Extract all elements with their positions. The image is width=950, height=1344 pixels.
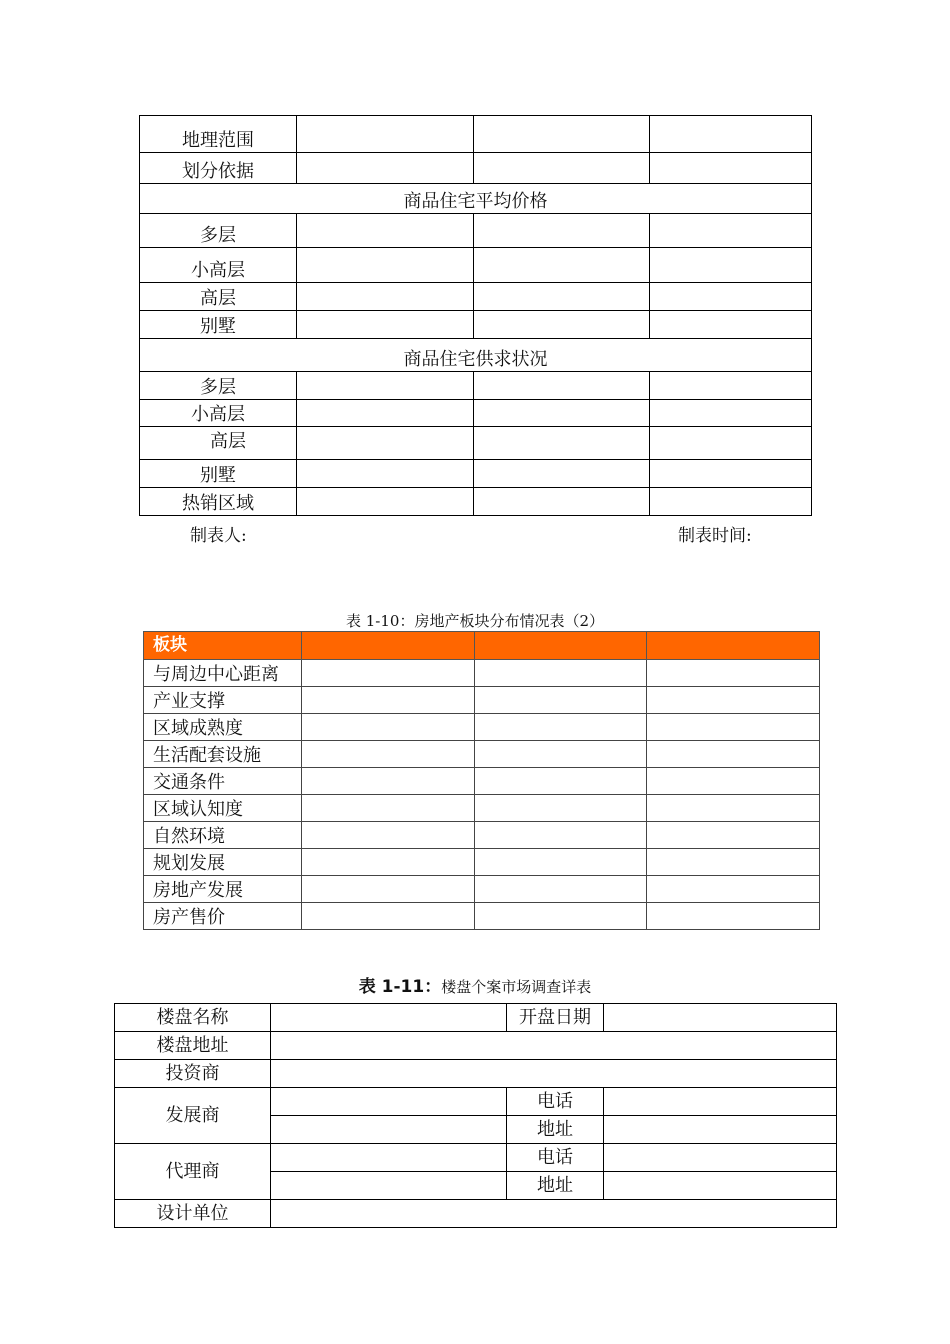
table-row — [140, 460, 812, 488]
developer-phone-cell[interactable] — [604, 1088, 837, 1116]
table-cell[interactable] — [297, 488, 474, 516]
header-cell[interactable] — [475, 632, 647, 660]
table-cell[interactable] — [475, 849, 647, 876]
row-label-avg-high: 高层 — [140, 283, 297, 311]
table-cell[interactable] — [647, 741, 820, 768]
table-cell[interactable] — [650, 400, 812, 427]
table-row — [115, 1060, 837, 1088]
table-cell[interactable] — [302, 687, 475, 714]
label-project-name: 楼盘名称 — [115, 1004, 271, 1032]
table-cell[interactable] — [474, 214, 650, 248]
table-row — [144, 876, 820, 903]
table-cell[interactable] — [647, 768, 820, 795]
table-cell[interactable] — [650, 311, 812, 339]
table-row — [144, 660, 820, 687]
project-survey-table — [114, 1003, 837, 1228]
table-row — [144, 822, 820, 849]
table-cell[interactable] — [474, 116, 650, 153]
table-cell[interactable] — [475, 714, 647, 741]
label-open-date: 开盘日期 — [507, 1004, 604, 1032]
agent-phone-cell[interactable] — [604, 1144, 837, 1172]
table-cell[interactable] — [475, 687, 647, 714]
table-cell[interactable] — [647, 660, 820, 687]
table-row — [115, 1144, 837, 1172]
table-cell[interactable] — [474, 460, 650, 488]
table-row — [144, 714, 820, 741]
table-cell[interactable] — [650, 214, 812, 248]
header-cell[interactable] — [302, 632, 475, 660]
table-cell[interactable] — [650, 153, 812, 184]
table-row — [144, 849, 820, 876]
table-row — [144, 768, 820, 795]
table-cell[interactable] — [647, 876, 820, 903]
row-label-avg-multi: 多层 — [140, 214, 297, 248]
table-row — [115, 1200, 837, 1228]
label-agent-phone: 电话 — [507, 1144, 604, 1172]
table-row — [140, 488, 812, 516]
developer-name-cell-2[interactable] — [271, 1116, 507, 1144]
table-cell[interactable] — [297, 283, 474, 311]
table-cell[interactable] — [297, 116, 474, 153]
table-cell[interactable] — [302, 822, 475, 849]
row-label-sup-high: 高层 — [140, 427, 297, 460]
table-cell[interactable] — [302, 876, 475, 903]
row-label: 房产售价 — [144, 903, 302, 930]
caption-text: 楼盘个案市场调查详表 — [441, 978, 592, 996]
label-developer-address: 地址 — [507, 1116, 604, 1144]
table-row — [115, 1088, 837, 1116]
table-cell[interactable] — [297, 248, 474, 283]
table-row — [140, 214, 812, 248]
row-label: 交通条件 — [144, 768, 302, 795]
project-address-cell[interactable] — [271, 1032, 837, 1060]
table-cell[interactable] — [297, 400, 474, 427]
label-project-address: 楼盘地址 — [115, 1032, 271, 1060]
row-label: 与周边中心距离 — [144, 660, 302, 687]
table-row — [115, 1004, 837, 1032]
table-cell[interactable] — [475, 660, 647, 687]
table-row — [140, 427, 812, 460]
table-row — [144, 687, 820, 714]
table-cell[interactable] — [474, 400, 650, 427]
investor-cell[interactable] — [271, 1060, 837, 1088]
regional-price-table — [139, 115, 812, 516]
table-cell[interactable] — [474, 153, 650, 184]
table-cell[interactable] — [475, 876, 647, 903]
table-cell[interactable] — [474, 248, 650, 283]
caption-number: 表 1-11： — [358, 977, 442, 997]
label-agent-address: 地址 — [507, 1172, 604, 1200]
table-cell[interactable] — [474, 427, 650, 460]
table-row — [140, 372, 812, 400]
table-cell[interactable] — [650, 116, 812, 153]
agent-name-cell-2[interactable] — [271, 1172, 507, 1200]
header-cell[interactable] — [647, 632, 820, 660]
table-cell[interactable] — [475, 795, 647, 822]
table-maker-label: 制表人: — [190, 526, 247, 546]
row-label-sup-small-high: 小高层 — [140, 400, 297, 427]
row-label-geo-range: 地理范围 — [140, 116, 297, 153]
table-cell[interactable] — [302, 768, 475, 795]
table-cell[interactable] — [475, 903, 647, 930]
table-row — [115, 1032, 837, 1060]
table-row — [140, 339, 812, 372]
table-cell[interactable] — [650, 488, 812, 516]
table-row — [140, 400, 812, 427]
table-row — [140, 184, 812, 214]
table-cell[interactable] — [647, 687, 820, 714]
developer-name-cell[interactable] — [271, 1088, 507, 1116]
table-cell[interactable] — [647, 822, 820, 849]
row-label: 区域成熟度 — [144, 714, 302, 741]
row-label: 自然环境 — [144, 822, 302, 849]
project-name-cell[interactable] — [271, 1004, 507, 1032]
table-cell[interactable] — [647, 714, 820, 741]
table-cell[interactable] — [302, 903, 475, 930]
section-header-supply: 商品住宅供求状况 — [140, 339, 812, 372]
table-cell[interactable] — [474, 283, 650, 311]
table-cell[interactable] — [302, 795, 475, 822]
table-time-label: 制表时间: — [678, 526, 752, 546]
label-agent: 代理商 — [115, 1144, 271, 1200]
table-cell[interactable] — [650, 427, 812, 460]
row-label: 房地产发展 — [144, 876, 302, 903]
row-label: 区域认知度 — [144, 795, 302, 822]
table-cell[interactable] — [650, 283, 812, 311]
table-row — [144, 795, 820, 822]
table-cell[interactable] — [475, 822, 647, 849]
table-cell[interactable] — [302, 741, 475, 768]
table-cell[interactable] — [475, 741, 647, 768]
agent-name-cell[interactable] — [271, 1144, 507, 1172]
table-cell[interactable] — [297, 153, 474, 184]
row-label-sup-multi: 多层 — [140, 372, 297, 400]
table-cell[interactable] — [647, 849, 820, 876]
row-label-avg-villa: 别墅 — [140, 311, 297, 339]
table-cell[interactable] — [650, 248, 812, 283]
section-header-avg-price: 商品住宅平均价格 — [140, 184, 812, 214]
table-cell[interactable] — [297, 460, 474, 488]
table-cell[interactable] — [650, 372, 812, 400]
table-cell[interactable] — [297, 427, 474, 460]
block-distribution-table — [143, 631, 820, 930]
label-developer: 发展商 — [115, 1088, 271, 1144]
table-header-row — [144, 632, 820, 660]
table-cell[interactable] — [297, 214, 474, 248]
label-designer: 设计单位 — [115, 1200, 271, 1228]
table-row — [144, 741, 820, 768]
table-cell[interactable] — [474, 311, 650, 339]
agent-address-cell[interactable] — [604, 1172, 837, 1200]
table-row — [144, 903, 820, 930]
table-cell[interactable] — [302, 849, 475, 876]
row-label-hot-area: 热销区域 — [140, 488, 297, 516]
table-cell[interactable] — [297, 311, 474, 339]
row-label-sup-villa: 别墅 — [140, 460, 297, 488]
table-row — [140, 116, 812, 153]
label-investor: 投资商 — [115, 1060, 271, 1088]
developer-address-cell[interactable] — [604, 1116, 837, 1144]
table-cell[interactable] — [474, 372, 650, 400]
table-row — [140, 283, 812, 311]
table-cell[interactable] — [474, 488, 650, 516]
designer-cell[interactable] — [271, 1200, 837, 1228]
table-cell[interactable] — [650, 460, 812, 488]
header-block: 板块 — [144, 632, 302, 660]
table-cell[interactable] — [475, 768, 647, 795]
label-developer-phone: 电话 — [507, 1088, 604, 1116]
table-cell[interactable] — [302, 660, 475, 687]
table-cell[interactable] — [647, 795, 820, 822]
row-label: 产业支撑 — [144, 687, 302, 714]
table-caption: 表 1-10：房地产板块分布情况表（2） — [345, 612, 604, 630]
table-caption — [0, 972, 950, 997]
row-label: 生活配套设施 — [144, 741, 302, 768]
table-cell[interactable] — [297, 372, 474, 400]
row-label-avg-small-high: 小高层 — [140, 248, 297, 283]
row-label-division-basis: 划分依据 — [140, 153, 297, 184]
open-date-cell[interactable] — [604, 1004, 837, 1032]
row-label: 规划发展 — [144, 849, 302, 876]
table-cell[interactable] — [647, 903, 820, 930]
table-row — [140, 311, 812, 339]
table-row — [140, 248, 812, 283]
table-row — [140, 153, 812, 184]
table-cell[interactable] — [302, 714, 475, 741]
